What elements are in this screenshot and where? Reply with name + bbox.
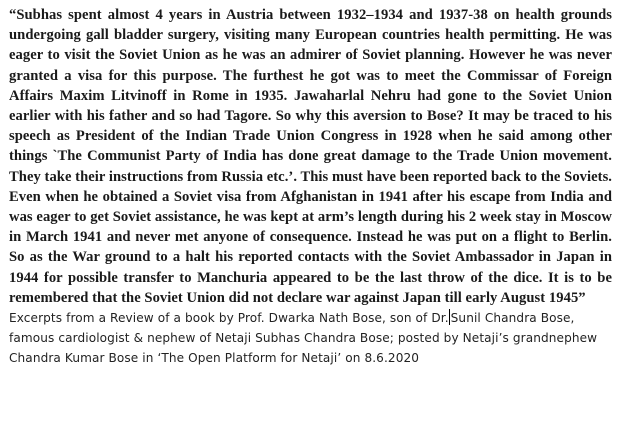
caption-text-end: Sunil Chandra Bose, famous cardiologist & nephew of Netaji Subhas Chandra Bose; posted by Netaji’s grandnephew Chandra Kumar Bose in ‘The Open Platform for Netaji’ on 8.6.2020: [9, 311, 598, 366]
document-page: [9, 5, 612, 368]
attribution-caption[interactable]: [9, 308, 612, 368]
quoted-passage: “Subhas spent almost 4 years in Austria between 1932–1934 and 1937-38 on health grounds undergoing gall bladder surgery, visiting many European countries health permitting. He was eager to visit the Soviet Union as he was an admirer of Soviet planning. However he was never granted a visa for this purpose. The furthest he got was to meet the Commissar of Foreign Affairs Maxim Litvinoff in Rome in 1935. Jawaharlal Nehru had gone to the Soviet Union earlier with his father and so had Tagore. So why this aversion to Bose? It may be traced to his speech as President of the Indian Trade Union Congress in 1928 when he said among other things `The Communist Party of India has done great damage to the Trade Union movement. They take their instructions from Russia etc.’. This must have been reported back to the Soviets. Even when he obtained a Soviet visa from Afghanistan in 1941 after his escape from India and was eager to get Soviet assistance, he was kept at arm’s length during his 2 week stay in Moscow in March 1941 and never met anyone of consequence. Instead he was put on a flight to Berlin. So as the War ground to a halt his reported contacts with the Soviet Ambassador in Japan in 1944 for possible transfer to Manchuria appeared to be the last throw of the dice. It is to be remembered that the Soviet Union did not declare war against Japan till early August 1945”: [9, 7, 612, 306]
text-cursor: [449, 309, 450, 325]
caption-text-start: Excerpts from a Review of a book by Prof. Dwarka Nath Bose, son of Dr.: [9, 311, 449, 326]
